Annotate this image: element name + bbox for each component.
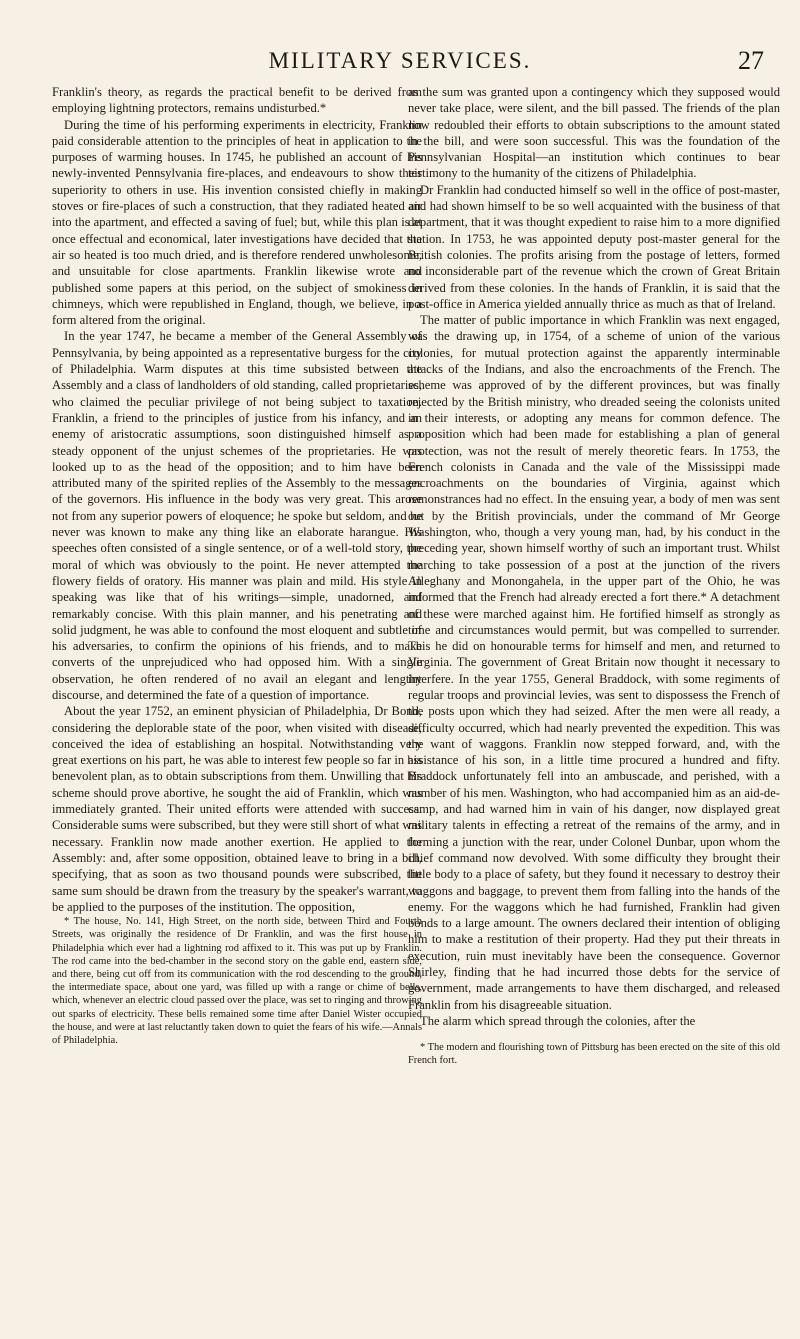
paragraph: About the year 1752, an eminent physician of Philadelphia, Dr Bond, considering the deplorable state of the poor, when visited with disease, conceived the idea of establishing an hospital. Notwithstanding very great exertions on his part, he was able to interest few people so far in his benevolent plan, as to obtain subscriptions from them. Unwilling that his scheme should prove abortive, he sought the aid of Franklin, which was immediately granted. Their united efforts were attended with success. Considerable sums were subscribed, but they were still short of what was necessary. Franklin now made another exertion. He applied to the Assembly: and, after some opposition, obtained leave to bring in a bill, specifying, that as soon as two thousand pounds were subscribed, the same sum should be drawn from the treasury by the speaker's warrant, to be applied to the purposes of the institution. The opposition, [52,704,422,914]
footnote: * The house, No. 141, High Street, on the north side, between Third and Fourth Streets, was originally the residence of Dr Franklin, and was the first house in Philadelphia which ever had a lightning rod affixed to it. This was put up by Franklin. The rod came into the bed-chamber in the second story on the gable end, eastern side, and there, being cut off from its communication with the rod descending to the ground, the intermediate space, about one yard, was filled up with a range or chime of bells, which, whenever an electric cloud passed over the place, was set to ringing and throwing out sparks of electricity. These bells remained some time after Daniel Wister occupied the house, and were at last reluctantly taken down to quiet the fears of his wife.—Annals of Philadelphia. [52,916,422,1046]
page-header [0,44,800,78]
right-column [408,84,780,1324]
paragraph: During the time of his performing experiments in electricity, Franklin paid considerable attention to the principles of heat in application to the purposes of warming houses. In 1745, he published an account of his newly-invented Pennsylvania fire-places, and endeavours to show their superiority to others in use. His invention consisted chiefly in making stoves or fire-places of such a construction, that they radiated heated air into the apartment, and effected a saving of fuel; but, while this plan is at once effectual and economical, later investigations have decided that the air so heated is too much dried, and is therefore rendered unwholesome, and unsuitable for close apartments. Franklin likewise wrote and published some papers at this period, on the subject of smokiness in chimneys, which were republished in England, though, we believe, in a form altered from the original. [52,117,422,328]
paragraph: Dr Franklin had conducted himself so well in the office of post-master, and had shown himself to be so well acquainted with the business of that department, that it was thought expedient to raise him to a more dignified station. In 1753, he was appointed deputy post-master general for the British colonies. The profits arising from the postage of letters, formed no inconsiderable part of the revenue which the crown of Great Britain derived from these colonies. In the hands of Franklin, it is said that the post-office in America yielded annually thrice as much as that of Ireland. [408,182,780,311]
left-column [52,84,422,1324]
paragraph: In the year 1747, he became a member of the General Assembly of Pennsylvania, by being appointed as a representative burgess for the city of Philadelphia. Warm disputes at this time subsisted between the Assembly and a class of landholders of old standing, called proprietaries, who claimed the peculiar privilege of not being subject to taxation. Franklin, a friend to the principles of justice from his infancy, and an enemy of aristocratic assumptions, soon distinguished himself as a steady opponent of the unjust schemes of the proprietaries. He was looked up to as the head of the opposition; and to him have been attributed many of the spirited replies of the Assembly to the messages of the governors. His influence in the body was very great. This arose not from any superior powers of eloquence; he spoke but seldom, and he never was known to make any thing like an elaborate harangue. His speeches often consisted of a single sentence, or of a well-told story, the moral of which was obviously to the point. He never attempted the flowery fields of oratory. His manner was plain and mild. His style in speaking was like that of his writings—simple, unadorned, and remarkably concise. With this plain manner, and his penetrating and solid judgment, he was able to confound the most eloquent and subtle of his adversaries, to confirm the opinions of his friends, and to make converts of the unprejudiced who had opposed him. With a single observation, he often rendered of no avail an elegant and lengthy discourse, and determined the fate of a question of importance. [52,329,422,702]
page-number: 27 [738,46,764,75]
footnote: * The modern and flourishing town of Pittsburg has been erected on the site of this old French fort. [408,1042,780,1067]
paragraph: The alarm which spread through the colonies, after the [420,1013,696,1028]
running-title: MILITARY SERVICES. [268,48,532,73]
paragraph: Franklin's theory, as regards the practical benefit to be derived from employing lightning protectors, remains undisturbed.* [52,85,422,116]
paragraph: as the sum was granted upon a contingency which they supposed would never take place, were silent, and the bill passed. The friends of the plan now redoubled their efforts to obtain subscriptions to the amount stated in the bill, and were soon successful. This was the foundation of the Pennsylvanian Hospital—an institution which continues to bear testimony to the humanity of the citizens of Philadelphia. [408,85,780,181]
paragraph: The matter of public importance in which Franklin was next engaged, was the drawing up, in 1754, of a scheme of union of the various colonies, for mutual protection against the apparently interminable attacks of the Indians, and also the encroachments of the French. The scheme was approved of by the different provinces, but was finally rejected by the British ministry, who dreaded seeing the colonists united in their interests, or adopting any means for common defence. The proposition which had been made for establishing a plan of general protection, was not the result of merely theoretic fears. In 1753, the French colonists in Canada and the vale of the Mississippi made encroachments on the boundaries of Virginia, against which remonstrances had no effect. In the ensuing year, a body of men was sent out by the British provincials, under the command of Mr George Washington, who, though a very young man, had, by his conduct in the preceding year, shown himself worthy of such an important trust. Whilst marching to take possession of a post at the junction of the rivers Alleghany and Monongahela, in the upper part of the Ohio, he was informed that the French had already erected a fort there.* A detachment of these were marched against him. He fortified himself as strongly as time and circumstances would permit, but was compelled to surrender. This he did on honourable terms for himself and men, and returned to Virginia. The government of Great Britain now thought it necessary to interfere. In the year 1755, General Braddock, with some regiments of regular troops and provincial levies, was sent to dispossess the French of the posts upon which they had seized. After the men were all ready, a difficulty occurred, which had nearly prevented the expedition. This was the want of waggons. Franklin now stepped forward, and, with the assistance of his son, in a little time procured a hundred and fifty. Braddock unfortunately fell into an ambuscade, and perished, with a number of his men. Washington, who had accompanied him as an aid-de-camp, and had warned him in vain of his danger, now displayed great military talents in effecting a retreat of the remains of the army, and in forming a junction with the rear, under Colonel Dunbar, upon whom the chief command now devolved. With some difficulty they brought their little body to a place of safety, but they found it necessary to destroy their waggons and baggage, to prevent them from falling into the hands of the enemy. For the waggons which he had furnished, Franklin had given bonds to a large amount. The owners declared their intention of obliging him to make a restitution of their property. Had they put their threats in execution, ruin must inevitably have been the consequence. Governor Shirley, finding that he had incurred those debts for the service of government, made arrangements to have them discharged, and released Franklin from his disagreeable situation. [408,313,780,1012]
